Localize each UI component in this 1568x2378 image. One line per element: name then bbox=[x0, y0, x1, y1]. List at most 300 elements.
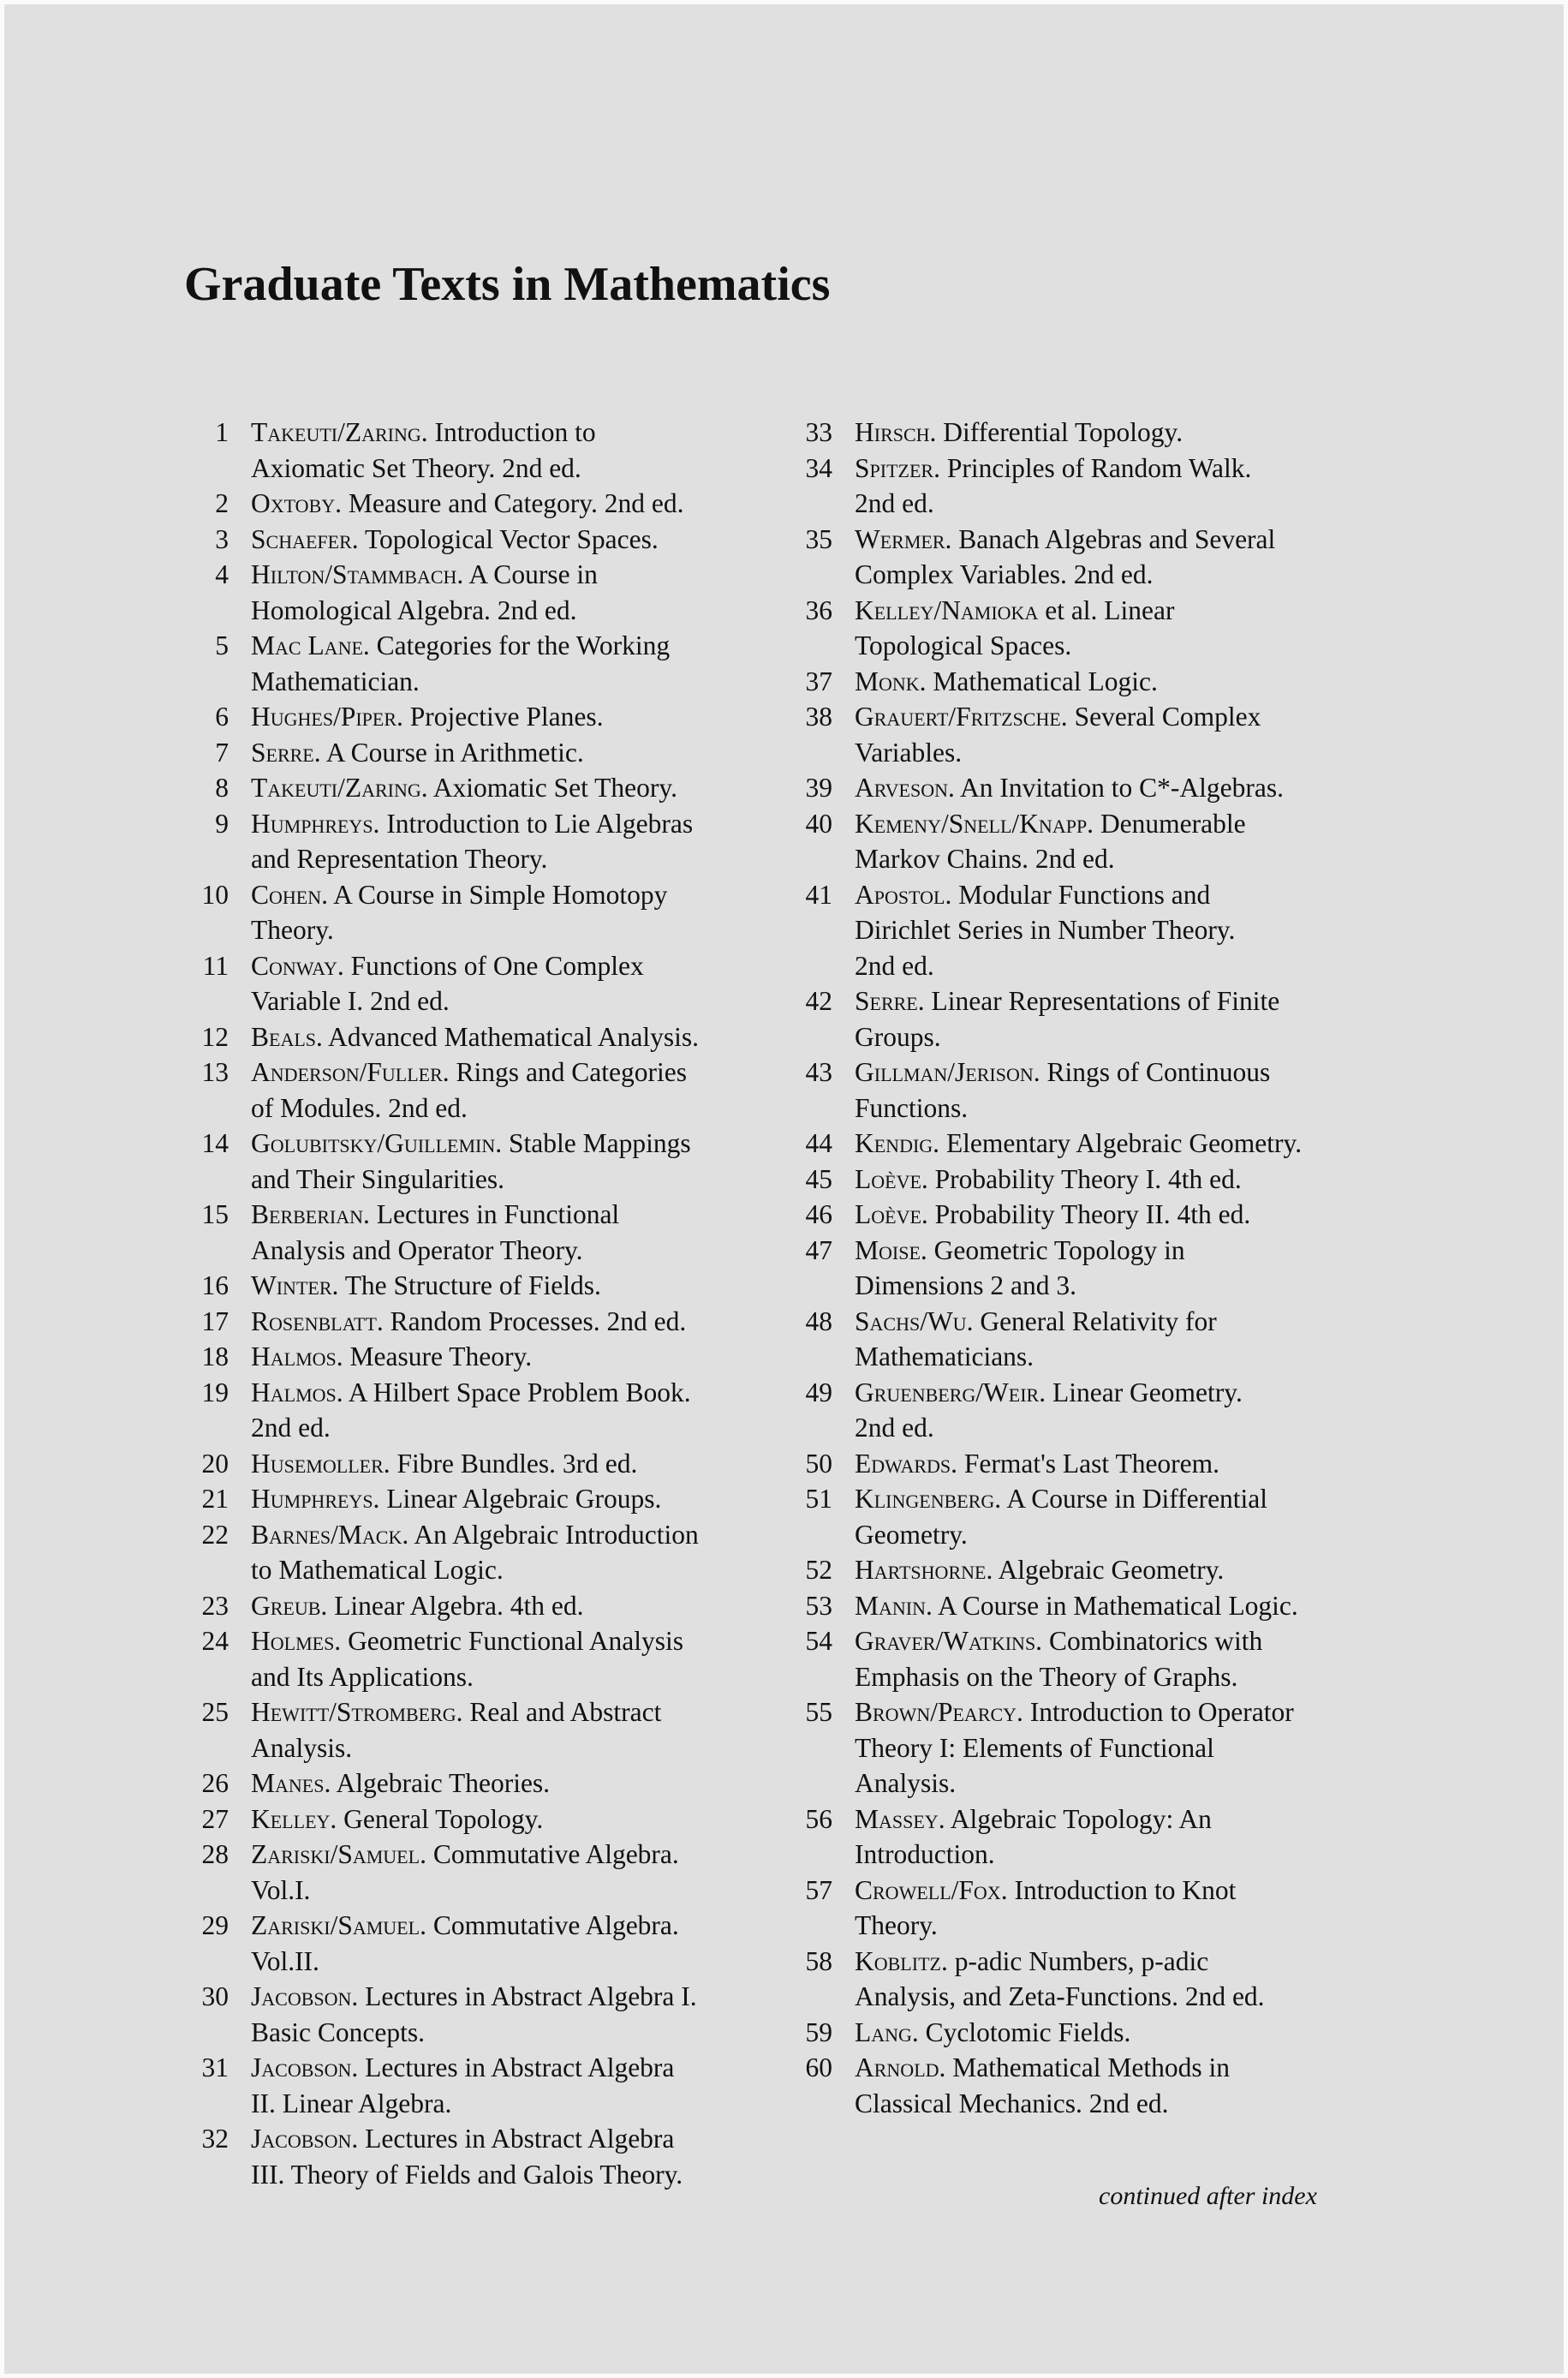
entry-line bbox=[855, 1304, 1370, 1340]
entry-author: Grauert/Fritzsche. bbox=[855, 702, 1068, 732]
entry-number: 22 bbox=[201, 1519, 229, 1550]
entry-title-continuation: Theory I: Elements of Functional bbox=[855, 1732, 1214, 1763]
entry-line bbox=[251, 1801, 766, 1837]
entry-author: Crowell/Fox. bbox=[855, 1874, 1008, 1905]
entry-line bbox=[251, 877, 766, 913]
entry-title-continuation: and Their Singularities. bbox=[251, 1163, 504, 1194]
entry-line bbox=[251, 948, 766, 984]
series-entry bbox=[184, 877, 766, 948]
entry-title-continuation: Analysis. bbox=[855, 1768, 957, 1798]
series-entry bbox=[788, 983, 1370, 1055]
entry-author: Zariski/Samuel. bbox=[251, 1910, 426, 1940]
entry-title-text: Several Complex bbox=[1074, 702, 1261, 732]
entry-number: 30 bbox=[201, 1981, 229, 2011]
entry-title-text: Fibre Bundles. 3rd ed. bbox=[396, 1448, 638, 1479]
entry-author: Rosenblatt. bbox=[251, 1306, 384, 1336]
series-entry bbox=[788, 1552, 1370, 1588]
entry-title-text: A Course in Arithmetic. bbox=[325, 737, 584, 768]
entry-title-text: Principles of Random Walk. bbox=[946, 452, 1252, 483]
entry-title-text: A Hilbert Space Problem Book. bbox=[348, 1377, 691, 1407]
entry-number: 28 bbox=[201, 1839, 229, 1869]
entry-author: Gruenberg/Weir. bbox=[855, 1377, 1046, 1407]
entry-number: 5 bbox=[215, 630, 229, 660]
entry-author: Monk. bbox=[855, 666, 927, 696]
entry-title-continuation: Axiomatic Set Theory. 2nd ed. bbox=[251, 452, 581, 483]
entry-line bbox=[855, 664, 1370, 700]
entry-title-text: Lectures in Abstract Algebra bbox=[365, 2052, 675, 2082]
series-entry bbox=[184, 1055, 766, 1126]
entry-line bbox=[855, 1375, 1370, 1411]
entry-number: 46 bbox=[805, 1199, 832, 1229]
entry-title-continuation: Vol.II. bbox=[251, 1945, 319, 1976]
entry-line bbox=[251, 1055, 766, 1090]
entry-title-text: Rings and Categories bbox=[456, 1057, 688, 1087]
entry-line bbox=[855, 1801, 1370, 1837]
entry-number: 39 bbox=[805, 773, 832, 803]
entry-number: 50 bbox=[805, 1448, 832, 1479]
entry-line bbox=[251, 1268, 766, 1304]
entry-number: 41 bbox=[805, 879, 832, 910]
entry-author: Halmos. bbox=[251, 1377, 343, 1407]
entry-author: Oxtoby. bbox=[251, 488, 343, 518]
series-entry bbox=[788, 1055, 1370, 1126]
entry-number: 23 bbox=[201, 1590, 229, 1621]
series-entry bbox=[184, 1268, 766, 1304]
entry-number: 4 bbox=[215, 559, 229, 589]
entry-title-continuation: Classical Mechanics. 2nd ed. bbox=[855, 2088, 1169, 2118]
series-entry bbox=[184, 699, 766, 735]
entry-line bbox=[251, 1588, 766, 1624]
entry-number: 59 bbox=[805, 2017, 832, 2047]
entry-line bbox=[855, 522, 1370, 558]
entry-author: Hughes/Piper. bbox=[251, 702, 403, 732]
entry-number: 8 bbox=[215, 773, 229, 803]
series-entry bbox=[788, 1481, 1370, 1552]
entry-author: Mac Lane. bbox=[251, 630, 370, 660]
entry-line bbox=[855, 1873, 1370, 1909]
entry-number: 42 bbox=[805, 986, 832, 1016]
entry-line bbox=[855, 1162, 1370, 1198]
entry-line bbox=[855, 1694, 1370, 1730]
series-entry bbox=[788, 1197, 1370, 1233]
entry-number: 31 bbox=[201, 2052, 229, 2082]
entry-title-continuation: Basic Concepts. bbox=[251, 2017, 425, 2047]
entry-author: Barnes/Mack. bbox=[251, 1519, 409, 1550]
entry-author: Brown/Pearcy. bbox=[855, 1697, 1023, 1727]
entry-number: 1 bbox=[215, 417, 229, 447]
entry-author: Takeuti/Zaring. bbox=[251, 773, 428, 803]
entry-title-continuation: 2nd ed. bbox=[855, 488, 934, 518]
entry-title-continuation: Theory. bbox=[251, 915, 334, 945]
entry-line bbox=[855, 1944, 1370, 1980]
entry-title-text: Denumerable bbox=[1100, 808, 1246, 839]
entry-title-text: Measure and Category. 2nd ed. bbox=[348, 488, 684, 518]
series-entry bbox=[788, 1801, 1370, 1873]
entry-line bbox=[251, 415, 766, 451]
series-entry bbox=[788, 1623, 1370, 1694]
series-entry bbox=[184, 1339, 766, 1375]
continued-note: continued after index bbox=[1099, 2182, 1317, 2210]
series-entry bbox=[788, 664, 1370, 700]
entry-title-text: Linear Representations of Finite bbox=[931, 986, 1280, 1016]
entry-title-continuation: Analysis. bbox=[251, 1732, 353, 1763]
entry-author: Berberian. bbox=[251, 1199, 370, 1229]
entry-line bbox=[855, 2050, 1370, 2086]
entry-line bbox=[251, 1304, 766, 1340]
entry-title-text: Fermat's Last Theorem. bbox=[963, 1448, 1220, 1479]
entry-title-text: Cyclotomic Fields. bbox=[925, 2017, 1131, 2047]
entry-number: 6 bbox=[215, 702, 229, 732]
series-entry bbox=[184, 1126, 766, 1197]
entry-author: Husemoller. bbox=[251, 1448, 391, 1479]
entry-line bbox=[251, 1481, 766, 1517]
entry-line bbox=[855, 983, 1370, 1019]
entry-line bbox=[855, 1126, 1370, 1162]
entry-title-text: An Algebraic Introduction bbox=[414, 1519, 699, 1550]
entry-line bbox=[251, 699, 766, 735]
entry-number: 48 bbox=[805, 1306, 832, 1336]
entry-number: 54 bbox=[805, 1626, 832, 1656]
entry-title-text: A Course in Simple Homotopy bbox=[333, 879, 668, 910]
entry-number: 47 bbox=[805, 1234, 832, 1265]
entry-title-continuation: Mathematicians. bbox=[855, 1341, 1034, 1371]
entry-author: Humphreys. bbox=[251, 808, 380, 839]
entry-author: Jacobson. bbox=[251, 1981, 359, 2011]
entry-number: 43 bbox=[805, 1057, 832, 1087]
entry-number: 18 bbox=[201, 1341, 229, 1371]
entry-line bbox=[251, 1446, 766, 1482]
series-entry bbox=[184, 1197, 766, 1268]
entry-title-text: An Invitation to C*-Algebras. bbox=[960, 773, 1284, 803]
entry-author: Arveson. bbox=[855, 773, 955, 803]
entry-title-text: The Structure of Fields. bbox=[344, 1270, 601, 1300]
entry-author: Kemeny/Snell/Knapp. bbox=[855, 808, 1094, 839]
entry-number: 57 bbox=[805, 1874, 832, 1905]
series-entry bbox=[184, 1481, 766, 1517]
entry-line bbox=[251, 2121, 766, 2157]
entry-title-continuation: II. Linear Algebra. bbox=[251, 2088, 452, 2118]
entry-title-text: Mathematical Methods in bbox=[952, 2052, 1230, 2082]
entry-title-text: Probability Theory I. 4th ed. bbox=[934, 1163, 1242, 1194]
entry-author: Apostol. bbox=[855, 879, 952, 910]
series-entry bbox=[788, 1233, 1370, 1304]
entry-author: Kelley. bbox=[251, 1803, 337, 1834]
entry-number: 38 bbox=[805, 702, 832, 732]
entry-author: Halmos. bbox=[251, 1341, 343, 1371]
entry-author: Zariski/Samuel. bbox=[251, 1839, 426, 1869]
entry-line bbox=[251, 806, 766, 842]
entry-title-text: Introduction to bbox=[434, 417, 596, 447]
entry-number: 29 bbox=[201, 1910, 229, 1940]
entry-line bbox=[251, 1694, 766, 1730]
entry-number: 21 bbox=[201, 1484, 229, 1514]
entry-number: 56 bbox=[805, 1803, 832, 1834]
entry-number: 27 bbox=[201, 1803, 229, 1834]
entry-title-continuation: and Its Applications. bbox=[251, 1661, 474, 1692]
entry-number: 17 bbox=[201, 1306, 229, 1336]
series-entry bbox=[788, 1162, 1370, 1198]
entry-number: 35 bbox=[805, 523, 832, 554]
series-entry bbox=[184, 1517, 766, 1588]
entry-title-text: Modular Functions and bbox=[958, 879, 1211, 910]
entry-title-continuation: Theory. bbox=[855, 1910, 938, 1940]
entry-title-text: Axiomatic Set Theory. bbox=[432, 773, 677, 803]
entry-title-text: Introduction to Knot bbox=[1014, 1874, 1237, 1905]
entry-title-text: Algebraic Topology: An bbox=[950, 1803, 1212, 1834]
series-entry bbox=[184, 415, 766, 486]
entry-title-continuation: Complex Variables. 2nd ed. bbox=[855, 559, 1154, 589]
entry-author: Winter. bbox=[251, 1270, 339, 1300]
entry-line bbox=[855, 1055, 1370, 1090]
entry-author: Loève. bbox=[855, 1199, 928, 1229]
entry-title-text: General Relativity for bbox=[980, 1306, 1217, 1336]
series-entry bbox=[184, 522, 766, 558]
entry-line bbox=[251, 1126, 766, 1162]
entry-title-continuation: Homological Algebra. 2nd ed. bbox=[251, 594, 577, 625]
entry-title-text: Differential Topology. bbox=[943, 417, 1183, 447]
entry-title-continuation: to Mathematical Logic. bbox=[251, 1555, 504, 1585]
entry-number: 9 bbox=[215, 808, 229, 839]
entry-number: 51 bbox=[805, 1484, 832, 1514]
series-entry bbox=[184, 1766, 766, 1801]
series-entry bbox=[184, 1908, 766, 1979]
series-entry bbox=[788, 806, 1370, 877]
series-entry bbox=[184, 1694, 766, 1766]
entry-title-text: p-adic Numbers, p-adic bbox=[954, 1945, 1209, 1976]
entry-title-text: Banach Algebras and Several bbox=[958, 523, 1276, 554]
series-entry bbox=[184, 1588, 766, 1624]
entry-title-text: Linear Algebraic Groups. bbox=[386, 1484, 662, 1514]
entry-number: 2 bbox=[215, 488, 229, 518]
entry-number: 3 bbox=[215, 523, 229, 554]
entry-author: Graver/Watkins. bbox=[855, 1626, 1043, 1656]
entry-title-text: Topological Vector Spaces. bbox=[364, 523, 659, 554]
entry-line bbox=[855, 1197, 1370, 1233]
entry-author: Kelley/Namioka bbox=[855, 594, 1039, 625]
entry-title-continuation: Analysis, and Zeta-Functions. 2nd ed. bbox=[855, 1981, 1265, 2011]
entry-line bbox=[251, 628, 766, 664]
entry-number: 15 bbox=[201, 1199, 229, 1229]
series-entry bbox=[184, 1446, 766, 1482]
entry-author: Schaefer. bbox=[251, 523, 359, 554]
entry-author: Moise. bbox=[855, 1234, 927, 1265]
entry-author: Koblitz. bbox=[855, 1945, 948, 1976]
series-entry bbox=[788, 1873, 1370, 1944]
entry-author: Greub. bbox=[251, 1590, 328, 1621]
entry-number: 58 bbox=[805, 1945, 832, 1976]
entry-title-text: Algebraic Theories. bbox=[336, 1768, 551, 1798]
entry-line bbox=[855, 415, 1370, 451]
entry-number: 33 bbox=[805, 417, 832, 447]
series-entry bbox=[788, 1944, 1370, 2015]
entry-title-continuation: Groups. bbox=[855, 1021, 941, 1052]
entry-number: 24 bbox=[201, 1626, 229, 1656]
entry-title-text: A Course in Mathematical Logic. bbox=[938, 1590, 1298, 1621]
entry-line bbox=[251, 770, 766, 806]
entry-author: Golubitsky/Guillemin. bbox=[251, 1128, 503, 1158]
entry-number: 19 bbox=[201, 1377, 229, 1407]
series-entry bbox=[184, 2050, 766, 2121]
series-entry bbox=[184, 806, 766, 877]
entry-title-continuation: Dimensions 2 and 3. bbox=[855, 1270, 1076, 1300]
entry-author: Anderson/Fuller. bbox=[251, 1057, 450, 1087]
entry-author: Humphreys. bbox=[251, 1484, 380, 1514]
entry-title-text: et al. Linear bbox=[1045, 594, 1175, 625]
entry-number: 52 bbox=[805, 1555, 832, 1585]
series-entry bbox=[184, 770, 766, 806]
entry-author: Hirsch. bbox=[855, 417, 937, 447]
entry-line bbox=[251, 735, 766, 771]
entry-number: 55 bbox=[805, 1697, 832, 1727]
entry-author: Hilton/Stammbach. bbox=[251, 559, 464, 589]
entry-line bbox=[855, 699, 1370, 735]
series-entry bbox=[788, 451, 1370, 522]
series-entry bbox=[788, 699, 1370, 770]
entry-number: 26 bbox=[201, 1768, 229, 1798]
entry-title-text: Linear Algebra. 4th ed. bbox=[334, 1590, 584, 1621]
entry-number: 14 bbox=[201, 1128, 229, 1158]
entry-title-continuation: Geometry. bbox=[855, 1519, 968, 1550]
entry-title-continuation: Variables. bbox=[855, 737, 963, 768]
series-entry bbox=[788, 1304, 1370, 1375]
entry-line bbox=[855, 1481, 1370, 1517]
entry-author: Klingenberg. bbox=[855, 1484, 1002, 1514]
series-entry bbox=[184, 628, 766, 699]
entry-title-continuation: 2nd ed. bbox=[855, 950, 934, 981]
entry-title-text: General Topology. bbox=[343, 1803, 544, 1834]
entry-title-continuation: Vol.I. bbox=[251, 1874, 311, 1905]
series-entry bbox=[184, 735, 766, 771]
entry-line bbox=[855, 770, 1370, 806]
entry-line bbox=[855, 1588, 1370, 1624]
entry-title-continuation: Introduction. bbox=[855, 1839, 995, 1869]
entry-number: 7 bbox=[215, 737, 229, 768]
entry-title-text: Categories for the Working bbox=[376, 630, 671, 660]
series-entry bbox=[184, 1375, 766, 1446]
entry-number: 13 bbox=[201, 1057, 229, 1087]
entry-title-text: Algebraic Geometry. bbox=[998, 1555, 1225, 1585]
entry-number: 36 bbox=[805, 594, 832, 625]
series-entry bbox=[788, 593, 1370, 664]
left-column-list bbox=[184, 415, 766, 2192]
entry-author: Jacobson. bbox=[251, 2052, 359, 2082]
entry-number: 25 bbox=[201, 1697, 229, 1727]
entry-line bbox=[251, 2050, 766, 2086]
entry-title-continuation: Markov Chains. 2nd ed. bbox=[855, 844, 1115, 874]
entry-title-text: A Course in bbox=[468, 559, 598, 589]
entry-line bbox=[251, 1375, 766, 1411]
entry-author: Manin. bbox=[855, 1590, 933, 1621]
entry-author: Hartshorne. bbox=[855, 1555, 993, 1585]
series-entry bbox=[788, 415, 1370, 451]
entry-author: Lang. bbox=[855, 2017, 919, 2047]
entry-title-continuation: Functions. bbox=[855, 1092, 969, 1123]
series-entry bbox=[184, 1979, 766, 2050]
entry-line bbox=[251, 1339, 766, 1375]
entry-author: Massey. bbox=[855, 1803, 945, 1834]
entry-title-text: Lectures in Functional bbox=[376, 1199, 620, 1229]
series-entry bbox=[788, 2050, 1370, 2121]
entry-line bbox=[855, 806, 1370, 842]
entry-number: 49 bbox=[805, 1377, 832, 1407]
entry-line bbox=[251, 1019, 766, 1055]
series-entry bbox=[788, 1694, 1370, 1801]
entry-title-text: Rings of Continuous bbox=[1046, 1057, 1271, 1087]
entry-title-continuation: 2nd ed. bbox=[251, 1413, 331, 1443]
entry-line bbox=[251, 1197, 766, 1233]
entry-author: Serre. bbox=[251, 737, 321, 768]
entry-author: Holmes. bbox=[251, 1626, 342, 1656]
series-entry bbox=[184, 486, 766, 522]
entry-line bbox=[251, 1766, 766, 1801]
entry-author: Sachs/Wu. bbox=[855, 1306, 974, 1336]
entry-author: Loève. bbox=[855, 1163, 928, 1194]
series-entry bbox=[184, 948, 766, 1019]
entry-title-text: Probability Theory II. 4th ed. bbox=[934, 1199, 1251, 1229]
series-entry bbox=[788, 1126, 1370, 1162]
entry-title-text: Commutative Algebra. bbox=[432, 1910, 679, 1940]
entry-number: 44 bbox=[805, 1128, 832, 1158]
entry-number: 34 bbox=[805, 452, 832, 483]
entry-title-text: A Course in Differential bbox=[1006, 1484, 1268, 1514]
series-entry bbox=[184, 1019, 766, 1055]
entry-line bbox=[251, 557, 766, 593]
series-entry bbox=[788, 522, 1370, 593]
entry-author: Edwards. bbox=[855, 1448, 958, 1479]
entry-title-text: Combinatorics with bbox=[1048, 1626, 1263, 1656]
entry-title-text: Mathematical Logic. bbox=[933, 666, 1158, 696]
entry-title-text: Introduction to Operator bbox=[1029, 1697, 1294, 1727]
entry-author: Gillman/Jerison. bbox=[855, 1057, 1040, 1087]
entry-line bbox=[855, 877, 1370, 913]
series-entry bbox=[788, 877, 1370, 984]
entry-title-continuation: Analysis and Operator Theory. bbox=[251, 1234, 583, 1265]
page-title: Graduate Texts in Mathematics bbox=[184, 258, 831, 311]
entry-title-text: Commutative Algebra. bbox=[432, 1839, 679, 1869]
entry-line bbox=[855, 593, 1370, 629]
entry-number: 45 bbox=[805, 1163, 832, 1194]
series-entry bbox=[788, 770, 1370, 806]
series-entry bbox=[184, 1801, 766, 1837]
entry-title-text: Geometric Topology in bbox=[933, 1234, 1185, 1265]
entry-line bbox=[251, 1979, 766, 2015]
entry-line bbox=[251, 1837, 766, 1873]
entry-number: 32 bbox=[201, 2124, 229, 2154]
entry-author: Manes. bbox=[251, 1768, 331, 1798]
entry-line bbox=[251, 1517, 766, 1553]
entry-author: Kendig. bbox=[855, 1128, 940, 1158]
entry-line bbox=[251, 486, 766, 522]
entry-title-text: Advanced Mathematical Analysis. bbox=[328, 1021, 700, 1052]
entry-title-continuation: III. Theory of Fields and Galois Theory. bbox=[251, 2159, 683, 2190]
entry-title-text: Functions of One Complex bbox=[350, 950, 644, 981]
series-entry bbox=[184, 557, 766, 628]
entry-title-text: Lectures in Abstract Algebra I. bbox=[365, 1981, 697, 2011]
entry-number: 10 bbox=[201, 879, 229, 910]
entry-author: Serre. bbox=[855, 986, 925, 1016]
entry-number: 37 bbox=[805, 666, 832, 696]
series-entry bbox=[788, 1588, 1370, 1624]
entry-title-continuation: Emphasis on the Theory of Graphs. bbox=[855, 1661, 1238, 1692]
entry-number: 60 bbox=[805, 2052, 832, 2082]
entry-title-text: Lectures in Abstract Algebra bbox=[365, 2124, 675, 2154]
entry-title-text: Linear Geometry. bbox=[1052, 1377, 1243, 1407]
entry-author: Takeuti/Zaring. bbox=[251, 417, 428, 447]
entry-title-text: Real and Abstract bbox=[469, 1697, 662, 1727]
entry-title-text: Stable Mappings bbox=[508, 1128, 691, 1158]
entry-line bbox=[855, 1233, 1370, 1269]
entry-line bbox=[855, 451, 1370, 487]
